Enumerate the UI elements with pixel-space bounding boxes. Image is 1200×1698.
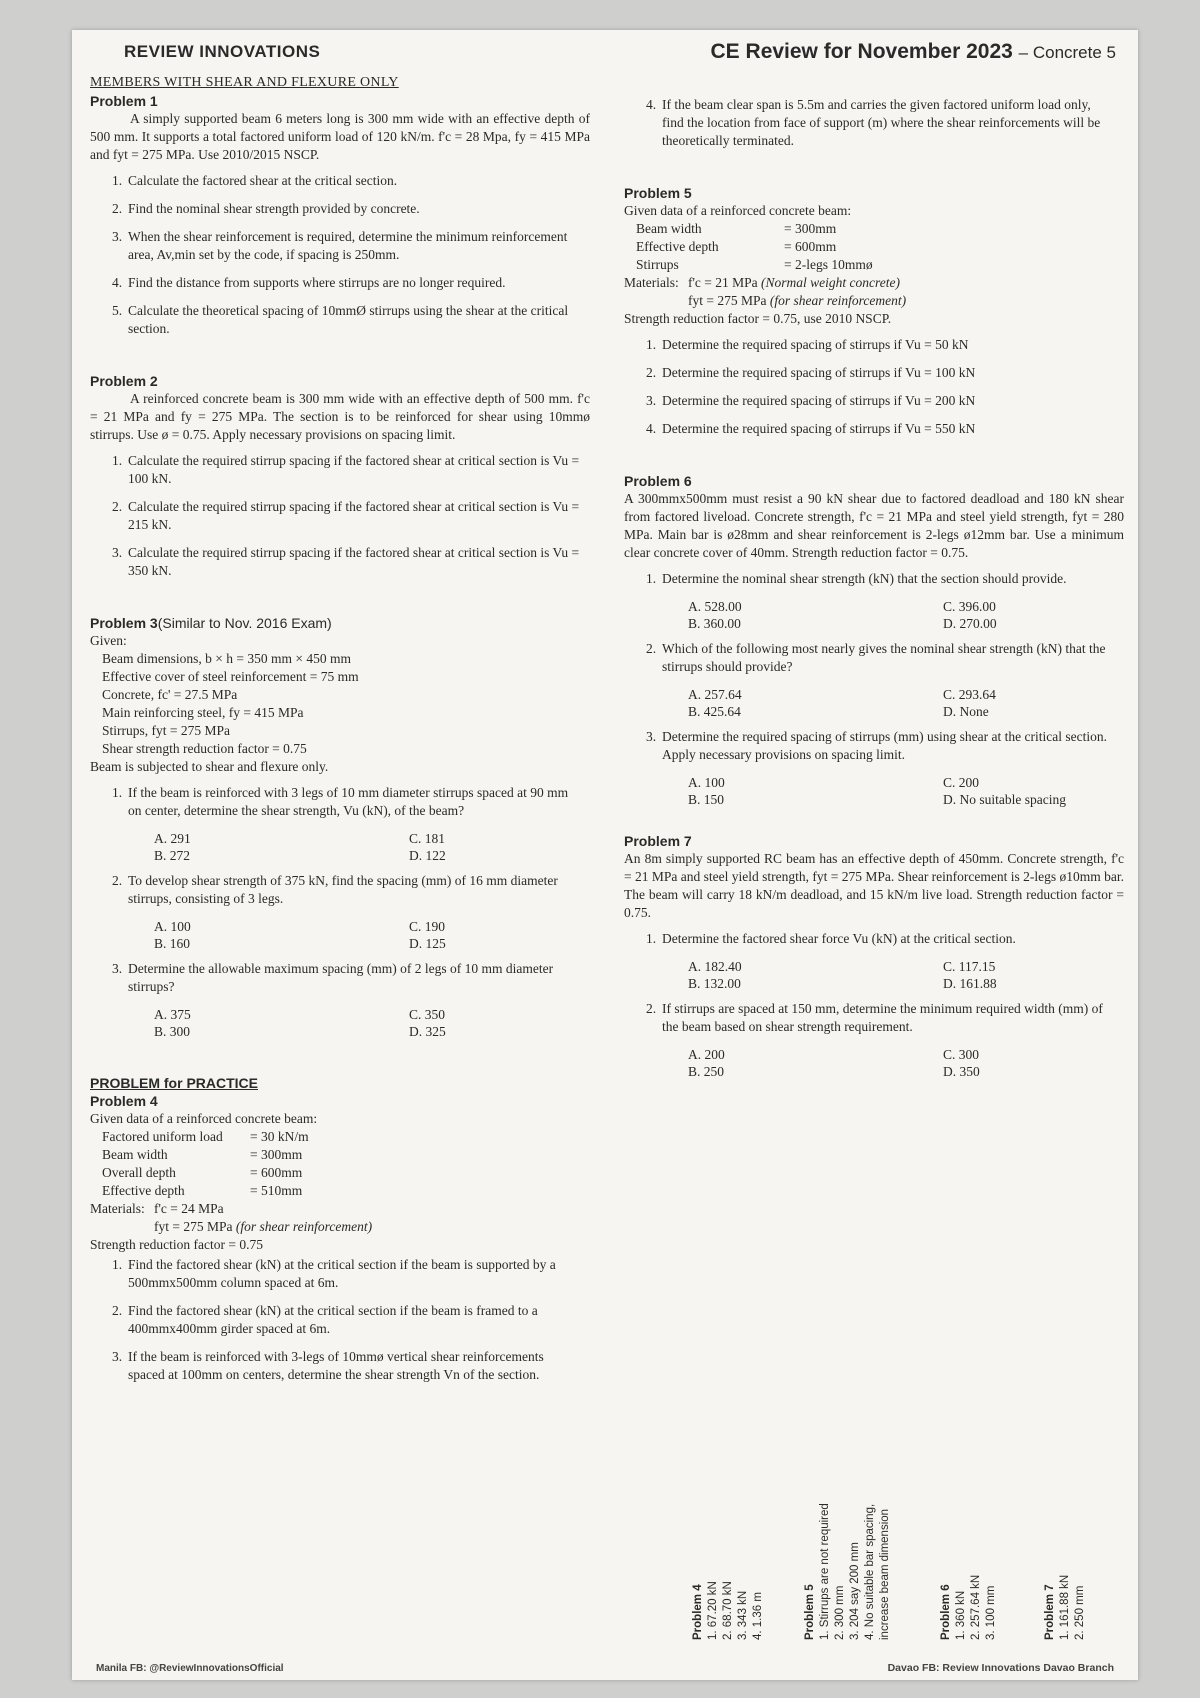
data-row: Overall depth = 600mm xyxy=(102,1165,303,1180)
option-a: A. 375 xyxy=(154,1007,191,1022)
list-item: 3. Determine the required spacing of stirrups if Vu = 200 kN xyxy=(646,393,976,408)
list-item: 2. Find the nominal shear strength provided by concrete. xyxy=(112,201,420,216)
materials-label: Materials: xyxy=(90,1201,145,1216)
problem-5-intro: Given data of a reinforced concrete beam: xyxy=(624,203,852,218)
problem-6-q2-options xyxy=(688,686,1124,720)
list-item: 2. To develop shear strength of 375 kN, find the spacing (mm) of 16 mm diameter stirrups, consisting of 3 legs. xyxy=(112,873,558,906)
problem-3-given xyxy=(90,650,590,758)
problem-4-reduction: Strength reduction factor = 0.75 xyxy=(90,1237,263,1252)
option-c: C. 300 xyxy=(943,1047,980,1062)
list-item: 1. Calculate the factored shear at the critical section. xyxy=(112,173,398,188)
problem-3-title-text: Problem 3 xyxy=(90,615,158,631)
option-c: C. 117.15 xyxy=(943,959,996,974)
option-a: A. 100 xyxy=(688,775,725,790)
option-c: C. 396.00 xyxy=(943,599,996,614)
problem-3-list-3 xyxy=(90,960,590,996)
problem-3-note: (Similar to Nov. 2016 Exam) xyxy=(157,615,332,631)
answer-line: 2. 257.64 kN xyxy=(970,1574,982,1640)
problem-6-q3-options xyxy=(688,774,1124,808)
answer-line: 4. 1.36 m xyxy=(752,1592,764,1640)
option-b: B. 425.64 xyxy=(688,704,741,719)
material-line: f'c = 24 MPa xyxy=(154,1201,224,1216)
section-title: MEMBERS WITH SHEAR AND FLEXURE ONLY xyxy=(90,75,399,90)
problem-3-q3-options xyxy=(154,1006,590,1040)
list-item: 1. Calculate the required stirrup spacing if the factored shear at critical section is Vu = 100 kN. xyxy=(112,453,580,486)
answer-line: 3. 100 mm xyxy=(985,1585,997,1640)
option-d: D. None xyxy=(943,704,989,719)
problem-6-list-3 xyxy=(624,728,1124,764)
list-item: 5. Calculate the theoretical spacing of 10mmØ stirrups using the shear at the critical section. xyxy=(112,303,569,336)
list-item: 2. Calculate the required stirrup spacing if the factored shear at critical section is Vu = 215 kN. xyxy=(112,499,580,532)
data-row: Beam width = 300mm xyxy=(102,1147,303,1162)
right-column xyxy=(624,96,1124,1080)
problem-4-data xyxy=(90,1128,590,1200)
answer-line: Problem 5 xyxy=(804,1584,816,1640)
list-item: 2. If stirrups are spaced at 150 mm, determine the minimum required width (mm) of the beam based on shear strength requirement. xyxy=(646,1001,1103,1034)
problem-3-q1-options xyxy=(154,830,590,864)
problem-5-materials xyxy=(624,274,1124,310)
data-row: Stirrups = 2-legs 10mmø xyxy=(636,257,873,272)
answer-group-problem-5 xyxy=(804,1430,894,1640)
option-b: B. 360.00 xyxy=(688,616,741,631)
list-item: 2. Find the factored shear (kN) at the critical section if the beam is framed to a 400mmx400mm girder spaced at 6m. xyxy=(112,1303,538,1336)
list-item: 4. If the beam clear span is 5.5m and carries the given factored uniform load only, find the location from face of support (m) where the shear reinforcements will be theoretically terminated. xyxy=(646,97,1101,148)
option-c: C. 293.64 xyxy=(943,687,996,702)
list-item: 1. If the beam is reinforced with 3 legs of 10 mm diameter stirrups spaced at 90 mm on center, determine the shear strength, Vu (kN), of the beam? xyxy=(112,785,569,818)
material-line: fyt = 275 MPa (for shear reinforcement) xyxy=(154,1219,373,1234)
option-d: D. 350 xyxy=(943,1064,980,1079)
problem-2-text: A reinforced concrete beam is 300 mm wide with an effective depth of 500 mm. f'c = 21 MPa and fy = 275 MPa. The section is to be reinforced for shear using 10mmø stirrups. Use ø = 0.75. Apply necessary provisions on spacing limit. xyxy=(90,391,590,442)
option-a: A. 100 xyxy=(154,919,191,934)
header-brand: REVIEW INNOVATIONS xyxy=(124,42,321,61)
header-subtitle: – Concrete 5 xyxy=(1018,43,1116,62)
given-line: Stirrups, fyt = 275 MPa xyxy=(102,723,230,738)
problem-7-title: Problem 7 xyxy=(624,833,692,849)
given-line: Effective cover of steel reinforcement = 75 mm xyxy=(102,669,359,684)
answer-line: Problem 6 xyxy=(940,1584,952,1640)
materials-label: Materials: xyxy=(624,275,679,290)
left-column xyxy=(90,74,590,1394)
problem-7-q1-options xyxy=(688,958,1124,992)
data-row: Factored uniform load = 30 kN/m xyxy=(102,1129,309,1144)
material-line: f'c = 21 MPa (Normal weight concrete) xyxy=(688,275,901,290)
problem-7-list-2 xyxy=(624,1000,1124,1036)
problem-4-title: Problem 4 xyxy=(90,1093,158,1109)
data-row: Effective depth = 600mm xyxy=(636,239,837,254)
option-b: B. 150 xyxy=(688,792,725,807)
option-c: C. 200 xyxy=(943,775,980,790)
list-item: 4. Determine the required spacing of stirrups if Vu = 550 kN xyxy=(646,421,976,436)
answer-line: 1. Stirrups are not required xyxy=(819,1503,831,1640)
option-b: B. 160 xyxy=(154,936,191,951)
data-row: Beam width = 300mm xyxy=(636,221,837,236)
problem-2-title: Problem 2 xyxy=(90,373,158,389)
footer-left: Manila FB: @ReviewInnovationsOfficial xyxy=(96,1663,284,1674)
problem-6-q1-options xyxy=(688,598,1124,632)
option-b: B. 132.00 xyxy=(688,976,741,991)
answer-line: 3. 343 kN xyxy=(737,1590,749,1640)
list-item: 3. If the beam is reinforced with 3-legs of 10mmø vertical shear reinforcements spaced at 100mm on centers, determine the shear strength Vn of the section. xyxy=(112,1349,544,1382)
problem-3-given-label: Given: xyxy=(90,633,127,648)
material-line: fyt = 275 MPa (for shear reinforcement) xyxy=(688,293,907,308)
option-c: C. 181 xyxy=(409,831,446,846)
list-item: 3. When the shear reinforcement is required, determine the minimum reinforcement area, Av,min set by the code, if spacing is 250mm. xyxy=(112,229,568,262)
problem-4-intro: Given data of a reinforced concrete beam: xyxy=(90,1111,318,1126)
problem-7-list xyxy=(624,930,1124,948)
option-a: A. 200 xyxy=(688,1047,725,1062)
option-b: B. 300 xyxy=(154,1024,191,1039)
answer-line: 4. No suitable bar spacing, xyxy=(864,1503,876,1640)
problem-1-text: A simply supported beam 6 meters long is 300 mm wide with an effective depth of 500 mm. It supports a total factored uniform load of 120 kN/m. f'c = 28 Mpa, fy = 415 MPa and fyt = 275 MPa. Use 2010/2015 NSCP. xyxy=(90,111,590,162)
answer-group-problem-4 xyxy=(692,1430,767,1640)
option-a: A. 257.64 xyxy=(688,687,742,702)
answer-line: 1. 360 kN xyxy=(955,1590,967,1640)
list-item: 1. Determine the nominal shear strength (kN) that the section should provide. xyxy=(646,571,1067,586)
list-item: 2. Which of the following most nearly gives the nominal shear strength (kN) that the stirrups should provide? xyxy=(646,641,1106,674)
given-line: Shear strength reduction factor = 0.75 xyxy=(102,741,307,756)
problem-3-list-2 xyxy=(90,872,590,908)
header-title xyxy=(711,40,1116,64)
problem-6-list xyxy=(624,570,1124,588)
list-item: 1. Determine the required spacing of stirrups if Vu = 50 kN xyxy=(646,337,969,352)
problem-6-title: Problem 6 xyxy=(624,473,692,489)
list-item: 3. Determine the required spacing of stirrups (mm) using shear at the critical section. Apply necessary provisions on spacing limit. xyxy=(646,729,1107,762)
problem-5-reduction: Strength reduction factor = 0.75, use 2010 NSCP. xyxy=(624,311,892,326)
header-title-main: CE Review for November 2023 xyxy=(710,40,1013,63)
practice-title: PROBLEM for PRACTICE xyxy=(90,1075,258,1091)
problem-1-title: Problem 1 xyxy=(90,93,158,109)
problem-5-list xyxy=(624,336,1124,438)
problem-6-list-2 xyxy=(624,640,1124,676)
problem-6-text: A 300mmx500mm must resist a 90 kN shear due to factored deadload and 180 kN shear from factored liveload. Concrete strength, f'c = 21 MPa and steel yield strength, fyt = 280 MPa. Main bar is ø28mm and shear reinforcement is 2-legs ø12mm bar. Use a minimum clear concrete cover of 40mm. Strength reduction factor = 0.75. xyxy=(624,491,1124,560)
option-a: A. 182.40 xyxy=(688,959,742,974)
given-line: Concrete, fc' = 27.5 MPa xyxy=(102,687,238,702)
option-d: D. 125 xyxy=(409,936,446,951)
answer-line: 1. 161.88 kN xyxy=(1059,1574,1071,1640)
answer-line: Problem 7 xyxy=(1044,1584,1056,1640)
option-c: C. 190 xyxy=(409,919,446,934)
answer-line: 1. 67.20 kN xyxy=(707,1581,719,1640)
list-item: 3. Calculate the required stirrup spacing if the factored shear at critical section is Vu = 350 kN. xyxy=(112,545,580,578)
problem-4-list-cont xyxy=(624,96,1124,150)
answer-line: 2. 300 mm xyxy=(834,1585,846,1640)
list-item: 4. Find the distance from supports where stirrups are no longer required. xyxy=(112,275,506,290)
problem-3-title xyxy=(90,614,590,632)
list-item: 1. Determine the factored shear force Vu (kN) at the critical section. xyxy=(646,931,1016,946)
given-line: Beam dimensions, b × h = 350 mm × 450 mm xyxy=(102,651,351,666)
problem-3-list xyxy=(90,784,590,820)
answer-group-problem-7 xyxy=(1044,1430,1089,1640)
option-d: D. 161.88 xyxy=(943,976,997,991)
problem-5-title: Problem 5 xyxy=(624,185,692,201)
option-d: D. No suitable spacing xyxy=(943,792,1066,807)
problem-7-q2-options xyxy=(688,1046,1124,1080)
answer-line: 3. 204 say 200 mm xyxy=(849,1542,861,1640)
problem-1-list xyxy=(90,172,590,338)
option-a: A. 528.00 xyxy=(688,599,742,614)
problem-4-list xyxy=(90,1256,590,1384)
data-row: Effective depth = 510mm xyxy=(102,1183,303,1198)
option-d: D. 325 xyxy=(409,1024,446,1039)
option-a: A. 291 xyxy=(154,831,191,846)
problem-3-q2-options xyxy=(154,918,590,952)
problem-2-list xyxy=(90,452,590,580)
list-item: 2. Determine the required spacing of stirrups if Vu = 100 kN xyxy=(646,365,976,380)
option-d: D. 270.00 xyxy=(943,616,997,631)
answer-line: 2. 250 mm xyxy=(1074,1585,1086,1640)
footer-right: Davao FB: Review Innovations Davao Branch xyxy=(887,1662,1114,1674)
answer-line: 2. 68.70 kN xyxy=(722,1581,734,1640)
problem-3-subject: Beam is subjected to shear and flexure only. xyxy=(90,759,329,774)
answer-line: increase beam dimension xyxy=(879,1508,891,1640)
option-c: C. 350 xyxy=(409,1007,446,1022)
option-b: B. 272 xyxy=(154,848,191,863)
list-item: 1. Find the factored shear (kN) at the critical section if the beam is supported by a 500mmx500mm column spaced at 6m. xyxy=(112,1257,556,1290)
page-sheet xyxy=(72,30,1138,1680)
answer-line: Problem 4 xyxy=(692,1584,704,1640)
problem-4-materials xyxy=(90,1200,590,1236)
option-b: B. 250 xyxy=(688,1064,725,1079)
given-line: Main reinforcing steel, fy = 415 MPa xyxy=(102,705,304,720)
problem-5-data xyxy=(624,220,1124,274)
list-item: 3. Determine the allowable maximum spacing (mm) of 2 legs of 10 mm diameter stirrups? xyxy=(112,961,554,994)
answer-key xyxy=(692,1430,1132,1640)
answer-group-problem-6 xyxy=(940,1430,1000,1640)
problem-7-text: An 8m simply supported RC beam has an effective depth of 450mm. Concrete strength, f'c = 21 MPa and steel yield strength, fyt = 275 MPa. Shear reinforcement is 2-legs ø10mm bar. The beam will carry 18 kN/m deadload, and 15 kN/m live load. Strength reduction factor = 0.75. xyxy=(624,851,1125,920)
option-d: D. 122 xyxy=(409,848,446,863)
